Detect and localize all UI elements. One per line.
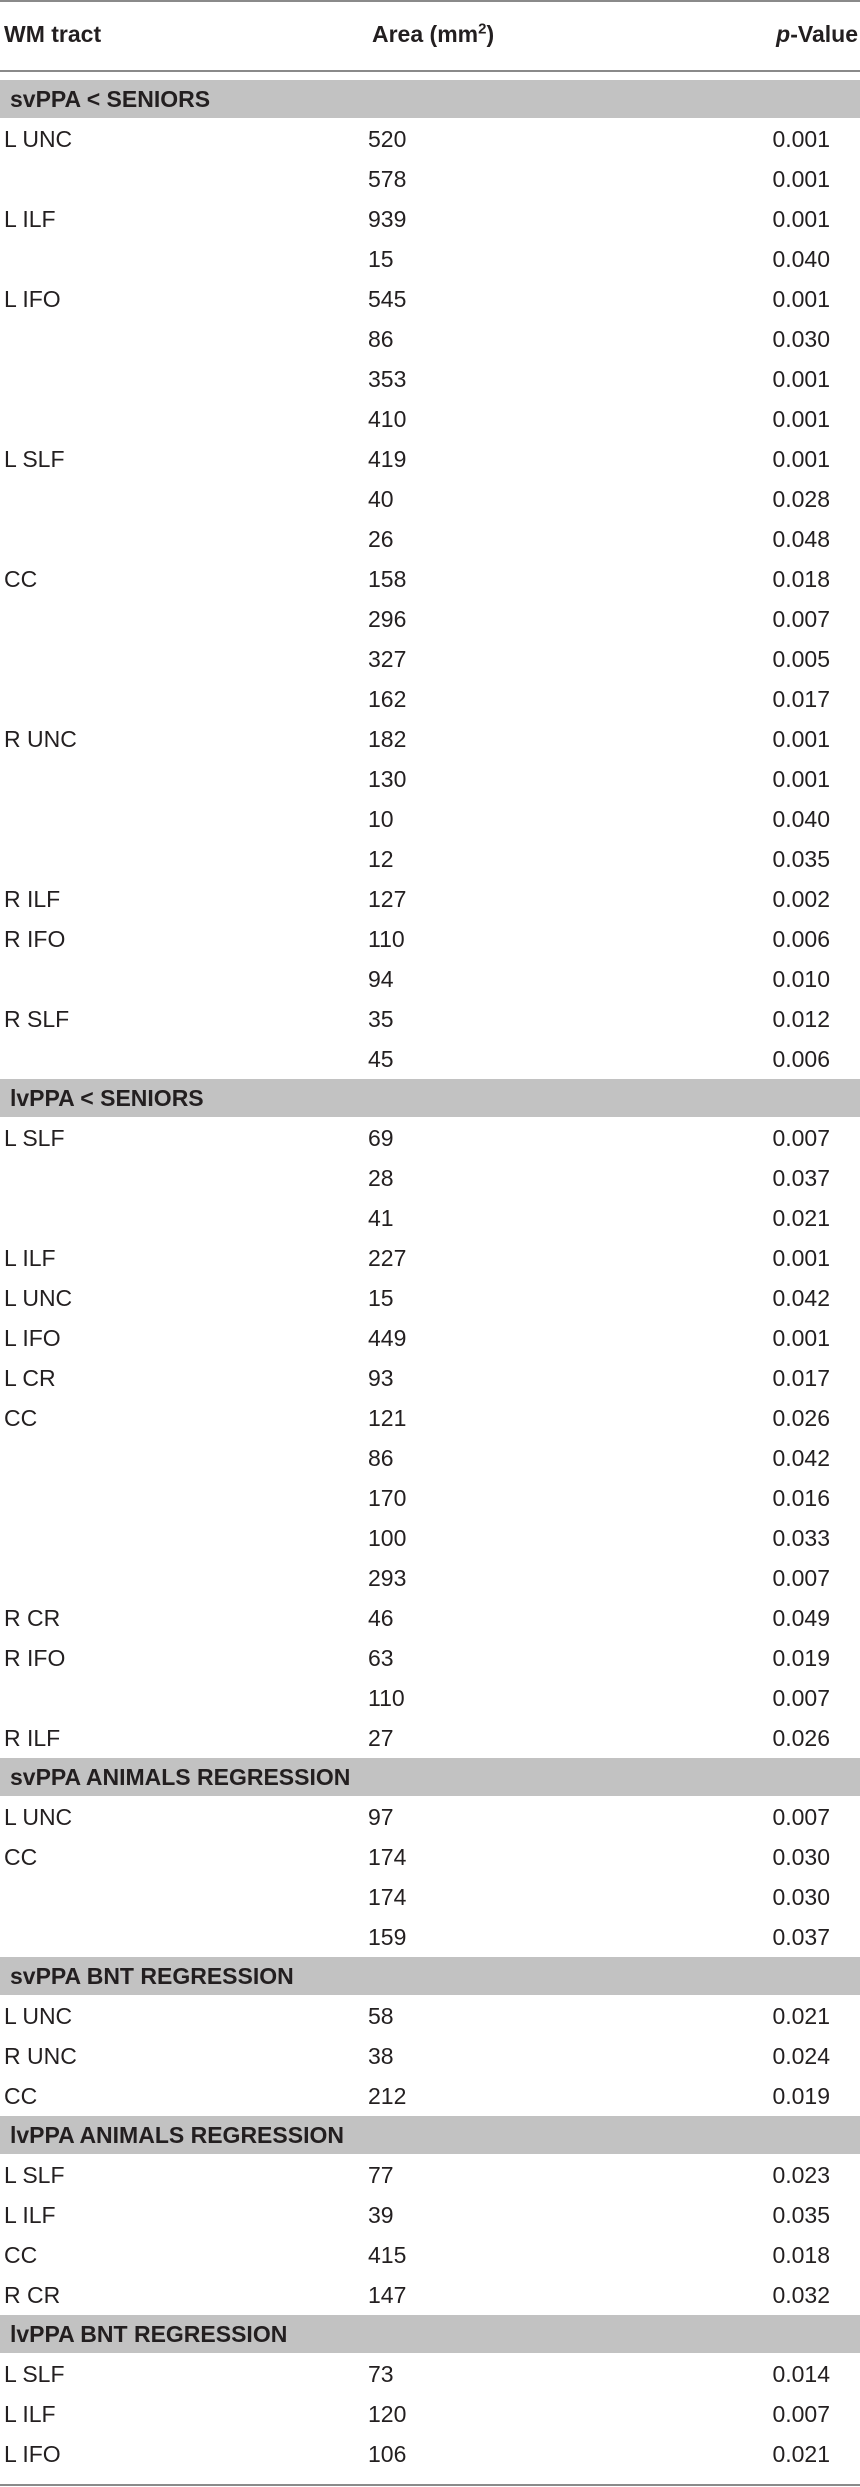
cell-wm-tract: R UNC — [4, 2042, 77, 2069]
cell-p-value: 0.019 — [772, 2082, 830, 2109]
table-row — [0, 159, 860, 199]
cell-area: 93 — [368, 1364, 394, 1391]
cell-p-value: 0.001 — [772, 405, 830, 432]
cell-wm-tract: L ILF — [4, 1244, 56, 1271]
table-row — [0, 1478, 860, 1518]
section-title: lvPPA ANIMALS REGRESSION — [0, 2116, 860, 2155]
cell-area: 35 — [368, 1005, 394, 1032]
cell-wm-tract: L UNC — [4, 2002, 73, 2029]
cell-area: 86 — [368, 1444, 394, 1471]
cell-wm-tract — [0, 599, 368, 639]
cell-p-value: 0.007 — [772, 1564, 830, 1591]
cell-p-value: 0.018 — [772, 565, 830, 592]
cell-wm-tract: L CR — [4, 1364, 56, 1391]
table-row — [0, 119, 860, 160]
cell-wm-tract: R UNC — [4, 725, 77, 752]
cell-p-value: 0.035 — [772, 2201, 830, 2228]
cell-area: 227 — [368, 1244, 407, 1271]
cell-area: 130 — [368, 765, 407, 792]
table-row — [0, 1558, 860, 1598]
section-header-row — [0, 2315, 860, 2354]
table-row — [0, 1837, 860, 1877]
table-row — [0, 1996, 860, 2037]
table-row — [0, 1917, 860, 1957]
table-row — [0, 1518, 860, 1558]
table-row — [0, 1278, 860, 1318]
cell-p-value: 0.040 — [772, 805, 830, 832]
cell-area: 39 — [368, 2201, 394, 2228]
cell-wm-tract — [0, 479, 368, 519]
cell-wm-tract: L ILF — [4, 205, 56, 232]
cell-wm-tract — [0, 319, 368, 359]
cell-area: 174 — [368, 1843, 407, 1870]
cell-wm-tract — [0, 1877, 368, 1917]
cell-p-value: 0.033 — [772, 1524, 830, 1551]
cell-wm-tract: L IFO — [4, 1324, 61, 1351]
cell-area: 449 — [368, 1324, 407, 1351]
table-row — [0, 439, 860, 479]
cell-p-value: 0.001 — [772, 765, 830, 792]
table-row — [0, 2155, 860, 2196]
cell-area: 327 — [368, 645, 407, 672]
cell-area: 415 — [368, 2241, 407, 2268]
cell-wm-tract: L IFO — [4, 2440, 61, 2467]
cell-p-value: 0.007 — [772, 1684, 830, 1711]
header-area-suffix: ) — [486, 20, 495, 47]
cell-wm-tract — [0, 679, 368, 719]
cell-wm-tract — [0, 239, 368, 279]
table-row — [0, 399, 860, 439]
cell-wm-tract: L UNC — [4, 1803, 73, 1830]
cell-area: 110 — [368, 925, 405, 952]
cell-p-value: 0.007 — [772, 2400, 830, 2427]
table-row — [0, 639, 860, 679]
cell-p-value: 0.002 — [772, 885, 830, 912]
cell-p-value: 0.048 — [772, 525, 830, 552]
section-header-row — [0, 1957, 860, 1996]
cell-area: 545 — [368, 285, 407, 312]
cell-p-value: 0.024 — [772, 2042, 830, 2069]
cell-area: 38 — [368, 2042, 394, 2069]
header-row — [0, 2, 860, 71]
table-row — [0, 199, 860, 239]
table-row — [0, 1118, 860, 1159]
cell-p-value: 0.007 — [772, 1124, 830, 1151]
cell-area: 15 — [368, 245, 394, 272]
section-title: svPPA BNT REGRESSION — [0, 1957, 860, 1996]
table-row — [0, 1398, 860, 1438]
cell-area: 100 — [368, 1524, 407, 1551]
cell-p-value: 0.017 — [772, 685, 830, 712]
table-row — [0, 1198, 860, 1238]
cell-p-value: 0.049 — [772, 1604, 830, 1631]
cell-area: 147 — [368, 2281, 407, 2308]
cell-wm-tract — [0, 839, 368, 879]
section-header-row — [0, 1079, 860, 1118]
cell-area: 15 — [368, 1284, 394, 1311]
cell-wm-tract: CC — [4, 2241, 38, 2268]
cell-wm-tract: L SLF — [4, 1124, 65, 1151]
header-wm-tract: WM tract — [0, 2, 368, 71]
cell-wm-tract: CC — [4, 1404, 38, 1431]
cell-wm-tract — [0, 519, 368, 559]
cell-wm-tract — [0, 1678, 368, 1718]
cell-p-value: 0.018 — [772, 2241, 830, 2268]
table-row — [0, 1718, 860, 1758]
table-row — [0, 1598, 860, 1638]
table-row — [0, 239, 860, 279]
cell-wm-tract — [0, 1478, 368, 1518]
cell-area: 94 — [368, 965, 394, 992]
cell-wm-tract — [0, 1039, 368, 1079]
cell-p-value: 0.037 — [772, 1164, 830, 1191]
table-row — [0, 999, 860, 1039]
cell-wm-tract — [0, 1518, 368, 1558]
cell-area: 110 — [368, 1684, 405, 1711]
cell-wm-tract — [0, 959, 368, 999]
cell-wm-tract: R CR — [4, 1604, 61, 1631]
table-row — [0, 2235, 860, 2275]
cell-p-value: 0.001 — [772, 725, 830, 752]
section-title: svPPA < SENIORS — [0, 80, 860, 119]
table-row — [0, 2275, 860, 2315]
table-row — [0, 719, 860, 759]
table-row — [0, 2036, 860, 2076]
cell-wm-tract — [0, 399, 368, 439]
cell-area: 97 — [368, 1803, 394, 1830]
cell-wm-tract — [0, 1917, 368, 1957]
table-bottom-rule — [0, 2474, 860, 2485]
cell-area: 121 — [368, 1404, 407, 1431]
table-row — [0, 1877, 860, 1917]
cell-wm-tract: L SLF — [4, 445, 65, 472]
cell-p-value: 0.001 — [772, 165, 830, 192]
cell-p-value: 0.040 — [772, 245, 830, 272]
cell-wm-tract: R ILF — [4, 885, 61, 912]
cell-area: 77 — [368, 2161, 394, 2188]
cell-wm-tract — [0, 1198, 368, 1238]
table-row — [0, 799, 860, 839]
cell-area: 45 — [368, 1045, 394, 1072]
section-title: lvPPA BNT REGRESSION — [0, 2315, 860, 2354]
cell-area: 293 — [368, 1564, 407, 1591]
header-p-suffix: -Value — [790, 20, 858, 47]
cell-area: 296 — [368, 605, 407, 632]
cell-wm-tract: L ILF — [4, 2201, 56, 2228]
cell-area: 120 — [368, 2400, 407, 2427]
cell-area: 12 — [368, 845, 394, 872]
cell-wm-tract — [0, 639, 368, 679]
header-p-value — [748, 2, 860, 71]
table-row — [0, 759, 860, 799]
table-row — [0, 1238, 860, 1278]
table-row — [0, 1438, 860, 1478]
table-row — [0, 679, 860, 719]
section-title: lvPPA < SENIORS — [0, 1079, 860, 1118]
table-row — [0, 479, 860, 519]
cell-p-value: 0.001 — [772, 125, 830, 152]
cell-wm-tract: CC — [4, 1843, 38, 1870]
cell-p-value: 0.010 — [772, 965, 830, 992]
table-row — [0, 319, 860, 359]
cell-p-value: 0.001 — [772, 1324, 830, 1351]
table-row — [0, 1039, 860, 1079]
cell-p-value: 0.028 — [772, 485, 830, 512]
cell-wm-tract: L SLF — [4, 2360, 65, 2387]
cell-area: 939 — [368, 205, 407, 232]
cell-area: 159 — [368, 1923, 407, 1950]
cell-area: 28 — [368, 1164, 394, 1191]
wm-tract-table — [0, 2, 860, 2486]
cell-p-value: 0.001 — [772, 1244, 830, 1271]
cell-area: 46 — [368, 1604, 394, 1631]
cell-area: 127 — [368, 885, 407, 912]
cell-wm-tract: R CR — [4, 2281, 61, 2308]
cell-area: 174 — [368, 1883, 407, 1910]
section-header-row — [0, 80, 860, 119]
table-body — [0, 71, 860, 2485]
table-row — [0, 1318, 860, 1358]
cell-p-value: 0.012 — [772, 1005, 830, 1032]
table-row — [0, 919, 860, 959]
table-row — [0, 519, 860, 559]
cell-p-value: 0.007 — [772, 1803, 830, 1830]
section-title: svPPA ANIMALS REGRESSION — [0, 1758, 860, 1797]
cell-area: 41 — [368, 1204, 394, 1231]
cell-wm-tract: L IFO — [4, 285, 61, 312]
table-row — [0, 1678, 860, 1718]
table-row — [0, 359, 860, 399]
table-row — [0, 839, 860, 879]
cell-p-value: 0.035 — [772, 845, 830, 872]
cell-p-value: 0.026 — [772, 1404, 830, 1431]
cell-p-value: 0.030 — [772, 1883, 830, 1910]
cell-area: 162 — [368, 685, 407, 712]
cell-p-value: 0.014 — [772, 2360, 830, 2387]
table-row — [0, 599, 860, 639]
table-row — [0, 1158, 860, 1198]
cell-p-value: 0.017 — [772, 1364, 830, 1391]
cell-p-value: 0.042 — [772, 1444, 830, 1471]
cell-area: 182 — [368, 725, 407, 752]
cell-area: 419 — [368, 445, 407, 472]
cell-area: 69 — [368, 1124, 394, 1151]
cell-wm-tract: CC — [4, 2082, 38, 2109]
cell-wm-tract: R SLF — [4, 1005, 70, 1032]
cell-wm-tract: L SLF — [4, 2161, 65, 2188]
cell-p-value: 0.021 — [772, 1204, 830, 1231]
section-header-row — [0, 2116, 860, 2155]
cell-wm-tract — [0, 359, 368, 399]
cell-p-value: 0.037 — [772, 1923, 830, 1950]
cell-area: 578 — [368, 165, 407, 192]
cell-wm-tract: L UNC — [4, 125, 73, 152]
cell-wm-tract: R IFO — [4, 1644, 66, 1671]
section-header-row — [0, 1758, 860, 1797]
table-row — [0, 1797, 860, 1838]
table-header — [0, 2, 860, 71]
table-row — [0, 559, 860, 599]
cell-wm-tract — [0, 1438, 368, 1478]
cell-p-value: 0.030 — [772, 325, 830, 352]
cell-area: 40 — [368, 485, 394, 512]
cell-wm-tract: R ILF — [4, 1724, 61, 1751]
cell-area: 10 — [368, 805, 394, 832]
cell-p-value: 0.030 — [772, 1843, 830, 1870]
cell-p-value: 0.021 — [772, 2002, 830, 2029]
table-row — [0, 959, 860, 999]
cell-wm-tract — [0, 1558, 368, 1598]
header-area-superscript: 2 — [478, 19, 487, 37]
cell-area: 106 — [368, 2440, 407, 2467]
table-row — [0, 879, 860, 919]
cell-p-value: 0.032 — [772, 2281, 830, 2308]
cell-p-value: 0.019 — [772, 1644, 830, 1671]
cell-wm-tract: L UNC — [4, 1284, 73, 1311]
cell-area: 353 — [368, 365, 407, 392]
table-row — [0, 2195, 860, 2235]
cell-area: 170 — [368, 1484, 407, 1511]
header-area-prefix: Area (mm — [372, 20, 479, 47]
header-p-italic: p — [776, 20, 791, 47]
table-row — [0, 2434, 860, 2474]
cell-p-value: 0.006 — [772, 1045, 830, 1072]
table-row — [0, 2354, 860, 2395]
cell-wm-tract — [0, 759, 368, 799]
cell-area: 520 — [368, 125, 407, 152]
cell-area: 73 — [368, 2360, 394, 2387]
cell-p-value: 0.042 — [772, 1284, 830, 1311]
cell-area: 27 — [368, 1724, 394, 1751]
cell-p-value: 0.001 — [772, 285, 830, 312]
cell-p-value: 0.007 — [772, 605, 830, 632]
cell-p-value: 0.016 — [772, 1484, 830, 1511]
cell-area: 58 — [368, 2002, 394, 2029]
cell-area: 410 — [368, 405, 407, 432]
cell-wm-tract — [0, 1158, 368, 1198]
cell-p-value: 0.001 — [772, 445, 830, 472]
cell-wm-tract — [0, 159, 368, 199]
table-row — [0, 2394, 860, 2434]
cell-p-value: 0.023 — [772, 2161, 830, 2188]
cell-wm-tract: R IFO — [4, 925, 66, 952]
header-area — [368, 2, 748, 71]
table-row — [0, 1358, 860, 1398]
cell-p-value: 0.026 — [772, 1724, 830, 1751]
cell-p-value: 0.001 — [772, 365, 830, 392]
cell-area: 212 — [368, 2082, 407, 2109]
cell-p-value: 0.021 — [772, 2440, 830, 2467]
cell-p-value: 0.005 — [772, 645, 830, 672]
header-gap — [0, 71, 860, 80]
table-row — [0, 1638, 860, 1678]
table-row — [0, 2076, 860, 2116]
cell-p-value: 0.001 — [772, 205, 830, 232]
cell-wm-tract: CC — [4, 565, 38, 592]
cell-wm-tract — [0, 799, 368, 839]
cell-wm-tract: L ILF — [4, 2400, 56, 2427]
cell-p-value: 0.006 — [772, 925, 830, 952]
cell-area: 26 — [368, 525, 394, 552]
cell-area: 63 — [368, 1644, 394, 1671]
cell-area: 158 — [368, 565, 407, 592]
cell-area: 86 — [368, 325, 394, 352]
table-row — [0, 279, 860, 319]
